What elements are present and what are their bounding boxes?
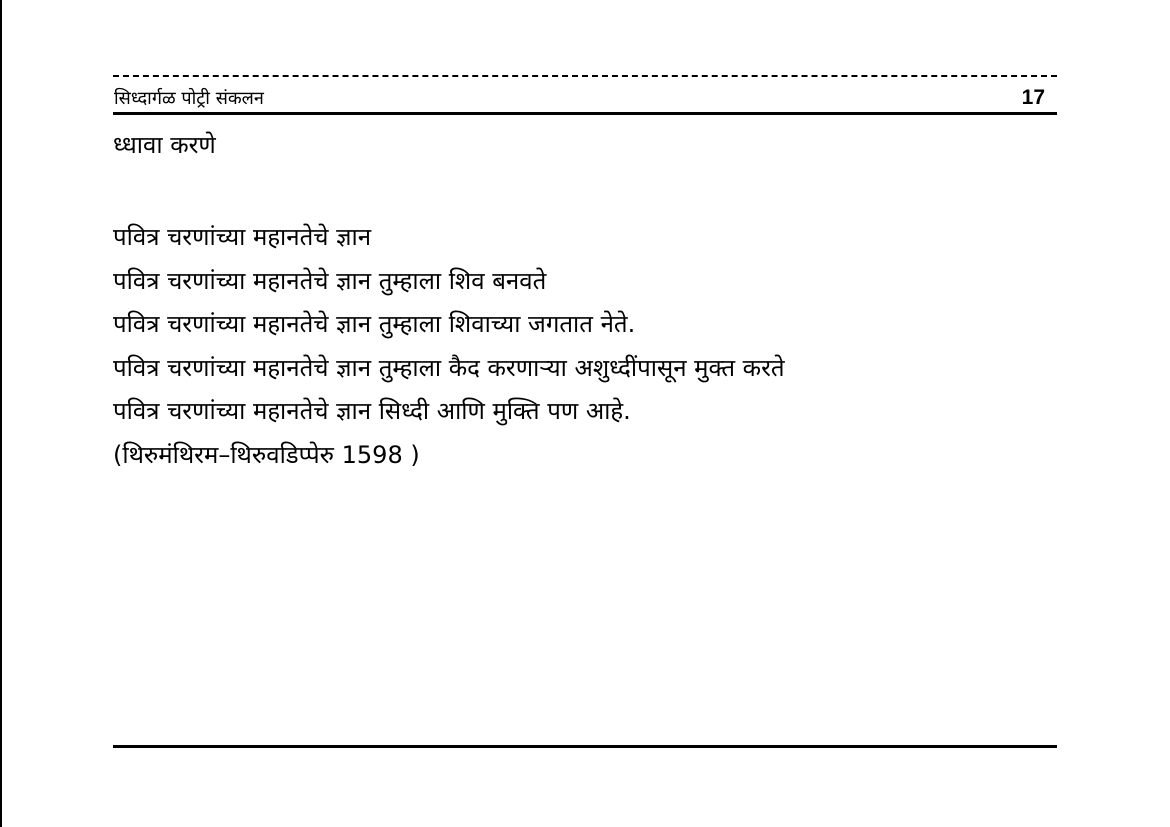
running-header-title: सिध्दार्गळ पोट्री संकलन bbox=[114, 88, 264, 109]
verse-line-3: पवित्र चरणांच्या महानतेचे ज्ञान तुम्हाला शिवाच्या जगतात नेते. bbox=[113, 310, 636, 338]
verse-citation: (थिरुमंथिरम–थिरुवडिप्पेरु 1598 ) bbox=[113, 440, 420, 469]
verse-block bbox=[113, 216, 785, 477]
verse-line-4: पवित्र चरणांच्या महानतेचे ज्ञान तुम्हाला कैद करणाऱ्या अशुध्दींपासून मुक्त करते bbox=[113, 353, 785, 382]
section-subheading: ध्धावा करणे bbox=[113, 131, 216, 159]
verse-line-5: पवित्र चरणांच्या महानतेचे ज्ञान सिध्दी आणि मुक्ति पण आहे. bbox=[113, 397, 631, 425]
verse-line-2: पवित्र चरणांच्या महानतेचे ज्ञान तुम्हाला शिव बनवते bbox=[113, 266, 547, 295]
header-solid-divider bbox=[113, 112, 1057, 115]
page-left-border bbox=[0, 0, 2, 827]
header-dashed-divider bbox=[113, 75, 1057, 77]
page-number: 17 bbox=[1021, 86, 1045, 109]
footer-solid-divider bbox=[113, 745, 1057, 748]
verse-line-1: पवित्र चरणांच्या महानतेचे ज्ञान bbox=[113, 223, 372, 251]
